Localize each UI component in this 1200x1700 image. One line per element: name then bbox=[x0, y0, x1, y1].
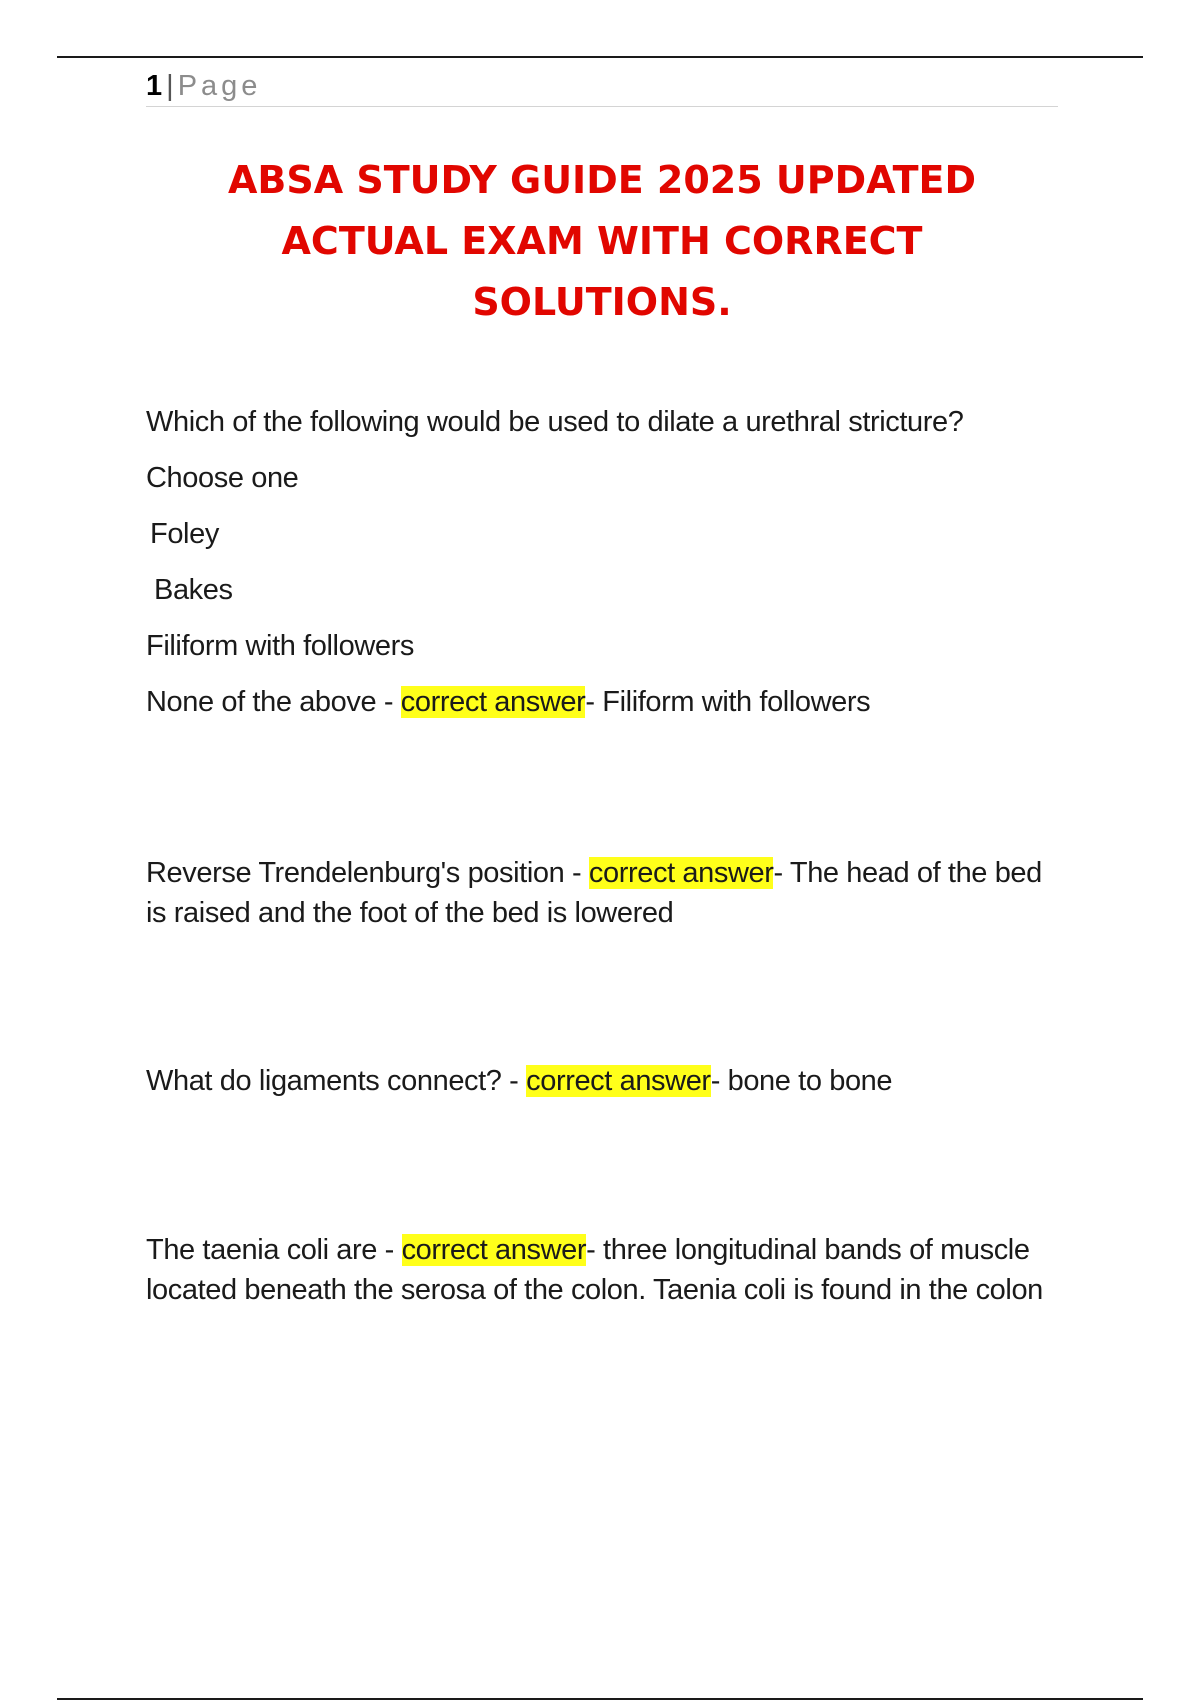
q1-last-option: None of the above - bbox=[146, 686, 401, 718]
q3-answer: - bone to bone bbox=[710, 1065, 893, 1097]
q1-question: Which of the following would be used to dilate a urethral stricture? bbox=[146, 406, 964, 438]
title-line-1: ABSA STUDY GUIDE 2025 UPDATED bbox=[227, 158, 977, 202]
top-rule bbox=[57, 56, 1143, 58]
page-header bbox=[146, 70, 1058, 107]
q4-block bbox=[146, 1230, 1051, 1310]
q1-instruction: Choose one bbox=[146, 462, 299, 494]
q1-answer-line bbox=[146, 682, 1076, 722]
correct-answer-highlight: correct answer bbox=[401, 1234, 587, 1266]
correct-answer-highlight: correct answer bbox=[400, 686, 586, 718]
q1-option-2: Bakes bbox=[154, 574, 233, 606]
q2-prefix: Reverse Trendelenburg's position - bbox=[146, 857, 589, 889]
q1-answer: - Filiform with followers bbox=[585, 686, 871, 718]
correct-answer-highlight: correct answer bbox=[588, 857, 774, 889]
q3-block bbox=[146, 1061, 1076, 1101]
q3-prefix: What do ligaments connect? - bbox=[146, 1065, 527, 1097]
correct-answer-highlight: correct answer bbox=[526, 1065, 711, 1097]
title-line-2: ACTUAL EXAM WITH CORRECT bbox=[281, 219, 923, 263]
q1-option-3: Filiform with followers bbox=[146, 630, 414, 662]
title-line-3: SOLUTIONS. bbox=[472, 280, 732, 324]
q1-option-1: Foley bbox=[150, 518, 219, 550]
q4-prefix: The taenia coli are - bbox=[146, 1234, 402, 1266]
q2-answer: - The head of the bed is raised and the foot of the bed is lowered bbox=[146, 857, 1042, 929]
page-separator: | bbox=[166, 70, 174, 102]
q4-answer: - three longitudinal bands of muscle located beneath the serosa of the colon. Taenia coli is found in the colon bbox=[146, 1234, 1043, 1306]
q2-block bbox=[146, 853, 1051, 933]
page-number: 1 bbox=[146, 70, 163, 102]
page-label: Page bbox=[177, 70, 262, 102]
document-title bbox=[146, 150, 1058, 333]
